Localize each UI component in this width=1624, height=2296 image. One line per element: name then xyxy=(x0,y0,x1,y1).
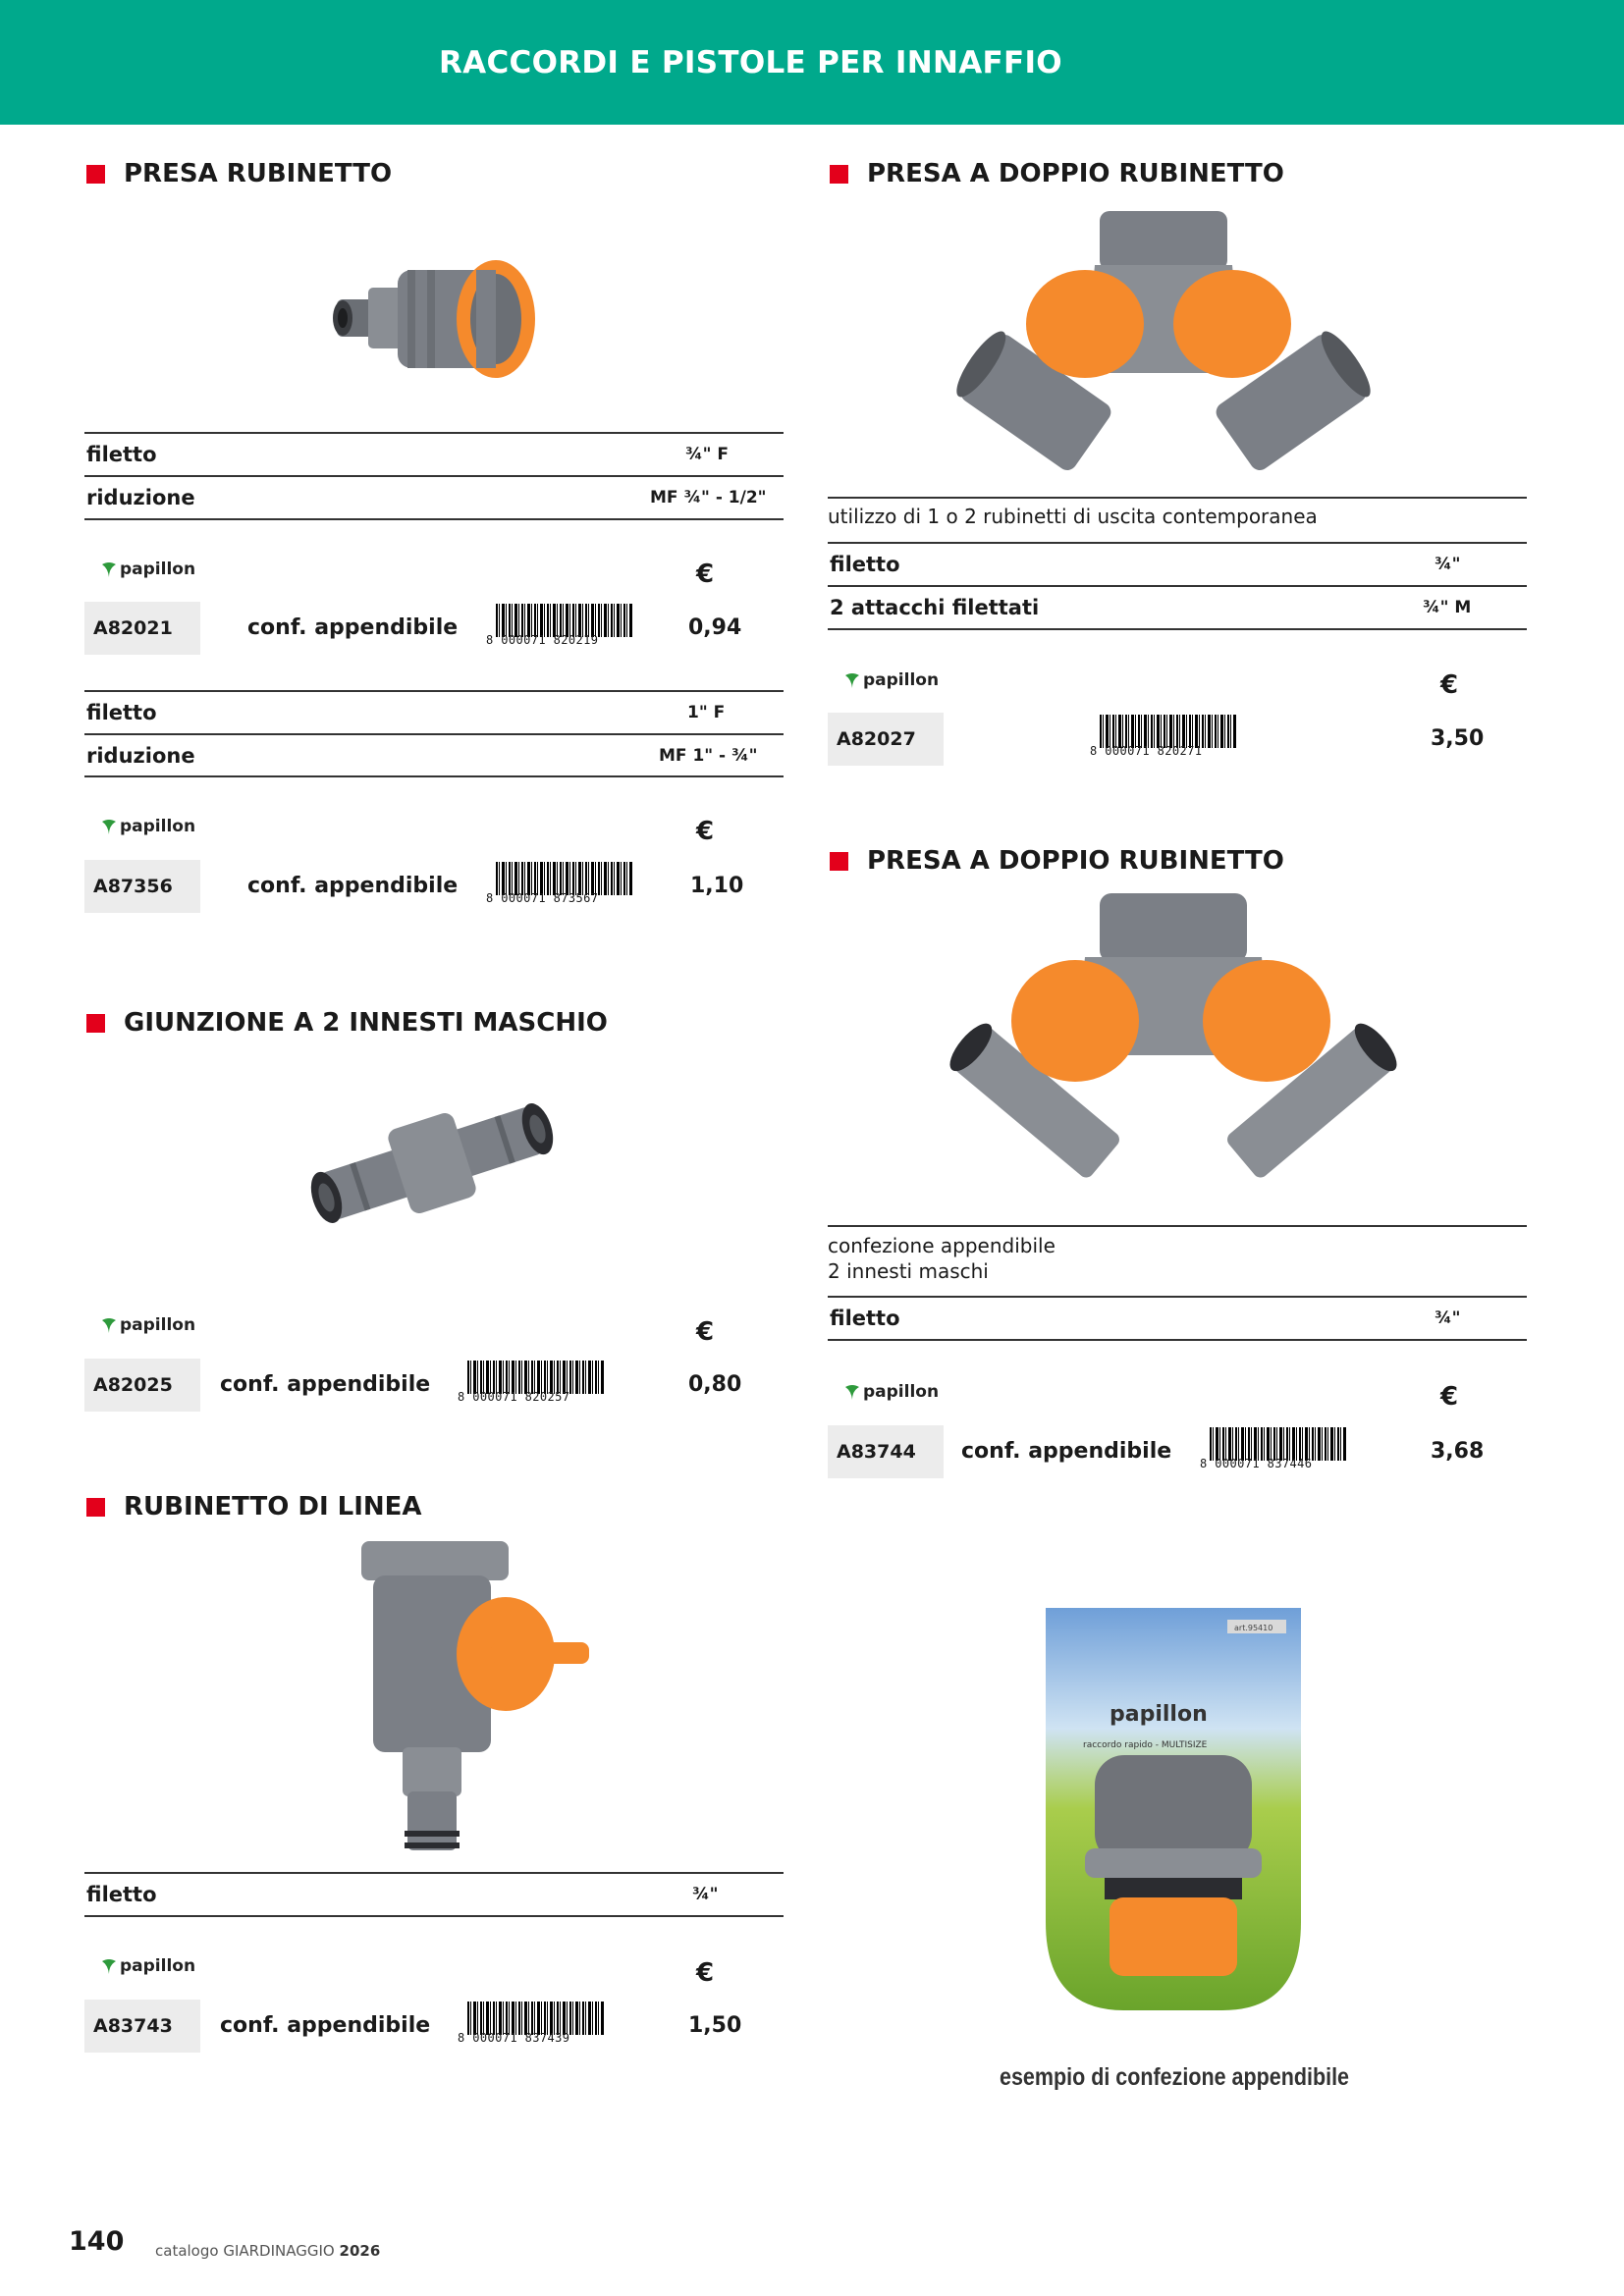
barcode-number: 8 000071 837446 xyxy=(1200,1457,1313,1470)
product-code: A87356 xyxy=(84,860,200,913)
barcode xyxy=(486,604,633,645)
price: 3,50 xyxy=(1431,726,1485,751)
section-title-text: PRESA A DOPPIO RUBINETTO xyxy=(867,159,1284,188)
description-line: 2 innesti maschi xyxy=(828,1259,989,1283)
spec-value: MF 1" - ¾" xyxy=(659,746,758,766)
page-header xyxy=(0,0,1624,125)
euro-symbol: € xyxy=(696,1958,715,1988)
barcode-bars xyxy=(1210,1427,1347,1461)
section-title-doppio-rubinetto-innesti xyxy=(830,846,1284,876)
barcode-number: 8 000071 820219 xyxy=(486,633,599,647)
card-brand: papillon xyxy=(1110,1702,1208,1727)
package-type: conf. appendibile xyxy=(247,615,459,640)
barcode xyxy=(1200,1427,1347,1468)
euro-symbol: € xyxy=(1440,1382,1459,1412)
table-rule xyxy=(84,518,784,520)
product-description: utilizzo di 1 o 2 rubinetti di uscita contemporanea xyxy=(828,505,1318,528)
euro-symbol: € xyxy=(1440,670,1459,700)
barcode-bars xyxy=(467,1361,605,1394)
spec-label: riduzione xyxy=(86,744,195,768)
barcode xyxy=(458,2002,605,2043)
leaf-icon xyxy=(100,818,118,835)
barcode-bars xyxy=(496,604,633,637)
section-bullet xyxy=(86,1014,105,1033)
price: 1,10 xyxy=(690,874,744,898)
spec-label: 2 attacchi filettati xyxy=(830,596,1040,619)
price: 0,80 xyxy=(688,1372,742,1397)
table-rule xyxy=(828,497,1527,499)
barcode-number: 8 000071 820257 xyxy=(458,1390,570,1404)
product-code: A82021 xyxy=(84,602,200,655)
description-line: confezione appendibile xyxy=(828,1234,1056,1257)
table-rule xyxy=(84,775,784,777)
leaf-icon xyxy=(100,1316,118,1334)
spec-label: riduzione xyxy=(86,486,195,509)
barcode-bars xyxy=(467,2002,605,2035)
spec-value: ¾" F xyxy=(685,445,729,464)
table-rule xyxy=(84,1915,784,1917)
catalog-name: catalogo GIARDINAGGIO xyxy=(155,2242,335,2260)
blister-pack-image xyxy=(1036,1598,1311,2050)
package-type: conf. appendibile xyxy=(247,874,459,898)
spec-label: filetto xyxy=(86,1883,157,1906)
spec-value: ¾" xyxy=(1435,555,1461,574)
doppio-rubinetto-image xyxy=(947,206,1380,491)
section-bullet xyxy=(830,165,848,184)
spec-value: MF ¾" - 1/2" xyxy=(650,488,767,507)
spec-row xyxy=(84,475,784,518)
package-type: conf. appendibile xyxy=(220,2013,431,2038)
price: 1,50 xyxy=(688,2013,742,2038)
spec-value: 1" F xyxy=(687,703,726,722)
euro-symbol: € xyxy=(696,560,715,589)
barcode-number: 8 000071 820271 xyxy=(1090,744,1203,758)
euro-symbol: € xyxy=(696,1317,715,1347)
section-title-presa-rubinetto xyxy=(86,159,392,188)
card-code: art.95410 xyxy=(1234,1624,1273,1632)
product-code: A83743 xyxy=(84,2000,200,2053)
leaf-icon xyxy=(100,561,118,578)
barcode xyxy=(1090,715,1237,756)
product-code: A83744 xyxy=(828,1425,944,1478)
table-rule xyxy=(828,1225,1527,1227)
card-text: raccordo rapido - MULTISIZE xyxy=(1083,1740,1208,1750)
barcode-number: 8 000071 873567 xyxy=(486,891,599,905)
page-number: 140 xyxy=(69,2226,125,2257)
barcode xyxy=(486,862,633,903)
spec-value: ¾" xyxy=(692,1885,719,1904)
price: 0,94 xyxy=(688,615,742,640)
section-title-text: PRESA RUBINETTO xyxy=(124,159,393,188)
papillon-logo: papillon xyxy=(843,670,939,690)
leaf-icon xyxy=(843,671,861,689)
papillon-logo: papillon xyxy=(100,817,195,836)
spec-row xyxy=(828,542,1527,585)
papillon-logo: papillon xyxy=(100,1956,195,1976)
spec-row xyxy=(828,585,1527,628)
barcode-bars xyxy=(496,862,633,895)
section-bullet xyxy=(86,1498,105,1517)
spec-row xyxy=(828,1296,1527,1339)
barcode xyxy=(458,1361,605,1402)
barcode-bars xyxy=(1100,715,1237,748)
header-title: RACCORDI E PISTOLE PER INNAFFIO xyxy=(439,45,1062,80)
spec-value: ¾" M xyxy=(1423,598,1472,617)
papillon-logo: papillon xyxy=(843,1382,939,1402)
footer-catalog xyxy=(155,2242,380,2260)
section-title-doppio-rubinetto xyxy=(830,159,1284,188)
product-code: A82027 xyxy=(828,713,944,766)
doppio-rubinetto-innesti-image xyxy=(918,888,1429,1217)
price: 3,68 xyxy=(1431,1439,1485,1464)
package-type: conf. appendibile xyxy=(220,1372,431,1397)
leaf-icon xyxy=(843,1383,861,1401)
spec-value: ¾" xyxy=(1435,1308,1461,1328)
section-title-giunzione xyxy=(86,1008,608,1038)
spec-row xyxy=(84,432,784,475)
spec-row xyxy=(84,1872,784,1915)
section-title-text: PRESA A DOPPIO RUBINETTO xyxy=(867,846,1284,876)
table-rule xyxy=(828,1339,1527,1341)
leaf-icon xyxy=(100,1957,118,1975)
catalog-year: 2026 xyxy=(339,2242,381,2260)
spec-row xyxy=(84,733,784,776)
product-code: A82025 xyxy=(84,1359,200,1412)
rubinetto-linea-image xyxy=(353,1536,599,1870)
presa-rubinetto-image xyxy=(329,231,555,402)
papillon-logo: papillon xyxy=(100,1315,195,1335)
spec-label: filetto xyxy=(86,443,157,466)
papillon-logo: papillon xyxy=(100,560,195,579)
packaging-caption: esempio di confezione appendibile xyxy=(1000,2063,1349,2091)
spec-label: filetto xyxy=(86,701,157,724)
euro-symbol: € xyxy=(696,817,715,846)
section-title-text: RUBINETTO DI LINEA xyxy=(124,1492,422,1522)
spec-row xyxy=(84,690,784,733)
section-bullet xyxy=(86,165,105,184)
section-title-text: GIUNZIONE A 2 INNESTI MASCHIO xyxy=(124,1008,608,1038)
section-bullet xyxy=(830,852,848,871)
spec-label: filetto xyxy=(830,553,900,576)
giunzione-image xyxy=(299,1070,565,1256)
barcode-number: 8 000071 837439 xyxy=(458,2031,570,2045)
package-type: conf. appendibile xyxy=(961,1439,1172,1464)
section-title-rubinetto-linea xyxy=(86,1492,422,1522)
product-description xyxy=(828,1233,1056,1284)
spec-label: filetto xyxy=(830,1307,900,1330)
table-rule xyxy=(828,628,1527,630)
